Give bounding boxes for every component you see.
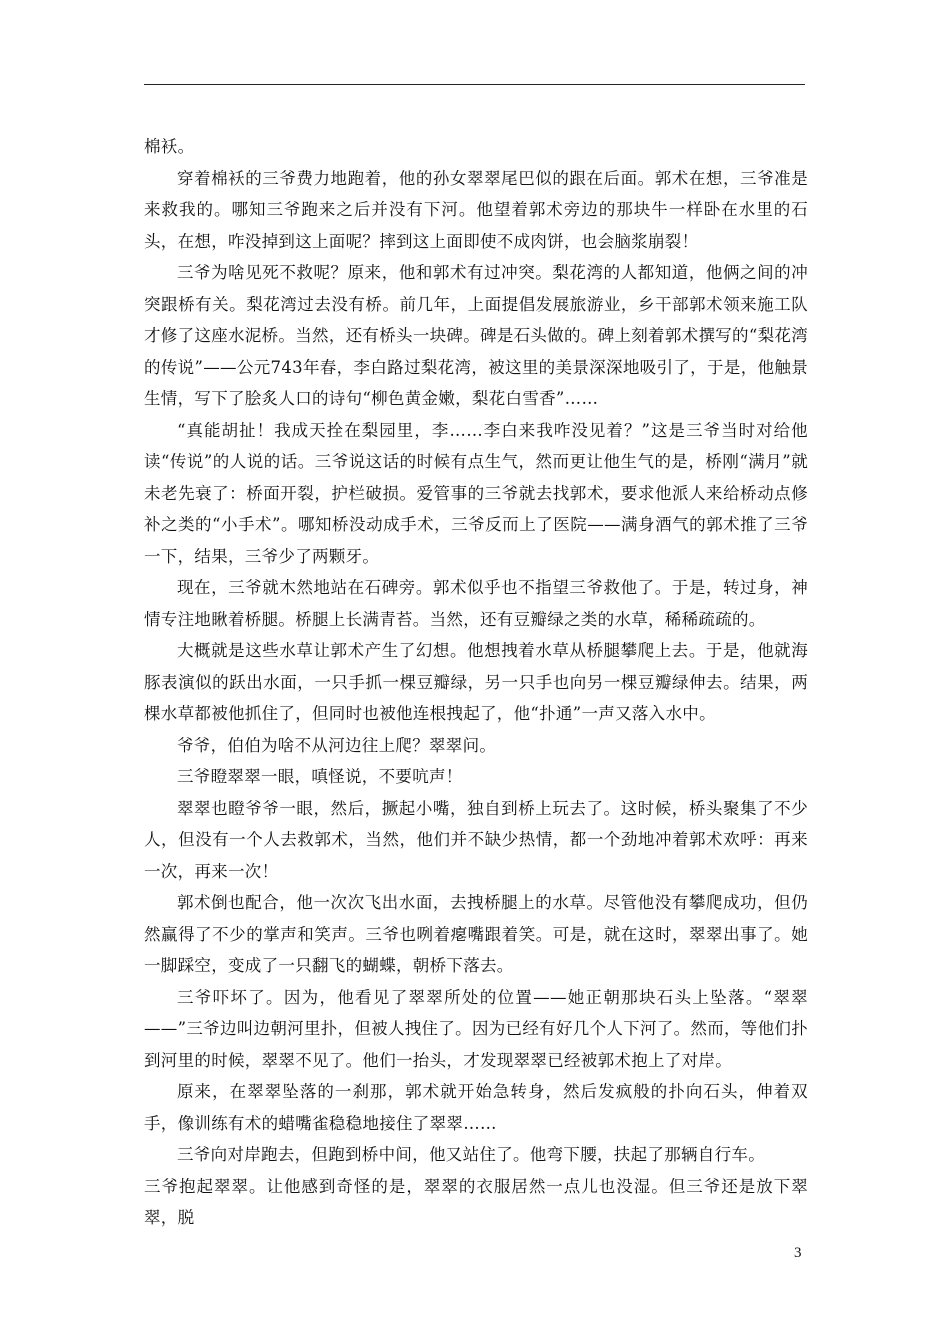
page-number: 3 <box>794 1245 802 1261</box>
paragraph: 原来，在翠翠坠落的一刹那，郭术就开始急转身，然后发疯般的扑向石头，伸着双手，像训练有术的蜡嘴雀稳稳地接住了翠翠…… <box>144 1082 808 1133</box>
paragraph: 棉袄。 <box>144 137 195 156</box>
paragraph: “真能胡扯！我成天拴在梨园里，李……李白来我咋没见着？”这是三爷当时对给他读“传说”的人说的话。三爷说这话的时候有点生气，然而更让他生气的是，桥刚“满月”就未老先衰了：桥面开裂，护栏破损。爱管事的三爷就去找郭术，要求他派人来给桥动点修补之类的“小手术”。哪知桥没动成手术，三爷反而上了医院——满身酒气的郭术推了三爷一下，结果，三爷少了两颗牙。 <box>144 420 808 566</box>
paragraph: 郭术倒也配合，他一次次飞出水面，去拽桥腿上的水草。尽管他没有攀爬成功，但仍然赢得了不少的掌声和笑声。三爷也咧着瘪嘴跟着笑。可是，就在这时，翠翠出事了。她一脚踩空，变成了一只翻飞的蝴蝶，朝桥下落去。 <box>144 893 808 975</box>
story-text <box>144 131 808 1234</box>
paragraph: 穿着棉袄的三爷费力地跑着，他的孙女翠翠尾巴似的跟在后面。郭术在想，三爷准是来救我的。哪知三爷跑来之后并没有下河。他望着郭术旁边的那块牛一样卧在水里的石头，在想，咋没掉到这上面呢？摔到这上面即使不成肉饼，也会脑浆崩裂！ <box>144 168 808 251</box>
paragraph: 三爷抱起翠翠。让他感到奇怪的是，翠翠的衣服居然一点儿也没湿。但三爷还是放下翠翠，脱 <box>144 1176 808 1227</box>
paragraph: 爷爷，伯伯为啥不从河边往上爬？翠翠问。 <box>177 735 497 755</box>
paragraph: 大概就是这些水草让郭术产生了幻想。他想拽着水草从桥腿攀爬上去。于是，他就海豚表演似的跃出水面，一只手抓一棵豆瓣绿，另一只手也向另一棵豆瓣绿伸去。结果，两棵水草都被他抓住了，但同时也被他连根拽起了，他“扑通”一声又落入水中。 <box>144 641 808 723</box>
paragraph: 三爷向对岸跑去，但跑到桥中间，他又站住了。他弯下腰，扶起了那辆自行车。 <box>177 1145 765 1164</box>
header-rule <box>144 84 805 85</box>
paragraph: 现在，三爷就木然地站在石碑旁。郭术似乎也不指望三爷救他了。于是，转过身，神情专注地瞅着桥腿。桥腿上长满青苔。当然，还有豆瓣绿之类的水草，稀稀疏疏的。 <box>144 578 808 629</box>
paragraph: 三爷吓坏了。因为，他看见了翠翠所处的位置——她正朝那块石头上坠落。“翠翠——”三爷边叫边朝河里扑，但被人拽住了。因为已经有好几个人下河了。然而，等他们扑到河里的时候，翠翠不见了。他们一抬头，才发现翠翠已经被郭术抱上了对岸。 <box>144 987 808 1070</box>
paragraph: 三爷为啥见死不救呢？原来，他和郭术有过冲突。梨花湾的人都知道，他俩之间的冲突跟桥有关。梨花湾过去没有桥。前几年，上面提倡发展旅游业，乡干部郭术领来施工队才修了这座水泥桥。当然，还有桥头一块碑。碑是石头做的。碑上刻着郭术撰写的“梨花湾的传说”——公元743年春，李白路过梨花湾，被这里的美景深深地吸引了，于是，他触景生情，写下了脍炙人口的诗句“柳色黄金嫩，梨花白雪香”…… <box>144 263 808 408</box>
paragraph: 翠翠也瞪爷爷一眼，然后，撅起小嘴，独自到桥上玩去了。这时候，桥头聚集了不少人，但没有一个人去救郭术，当然，他们并不缺少热情，都一个劲地冲着郭术欢呼：再来一次，再来一次！ <box>144 798 808 881</box>
paragraph: 三爷瞪翠翠一眼，嗔怪说，不要吭声！ <box>177 767 463 786</box>
